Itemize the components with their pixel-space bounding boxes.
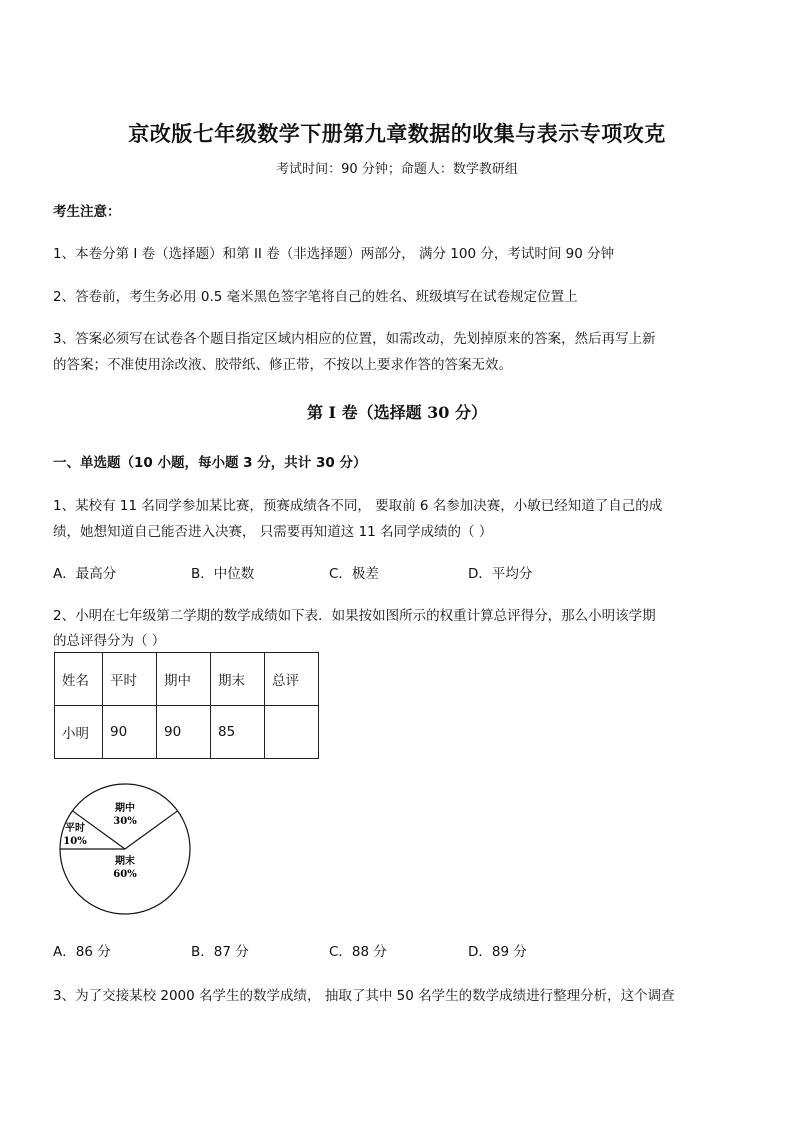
notice-heading: 考生注意： [53, 204, 121, 220]
question-1-text: 绩，她想知道自己能否进入决赛， 只需要再知道这 11 名同学成绩的（ ） [53, 524, 493, 540]
q1-option-d: D．平均分 [468, 566, 533, 582]
table-header-cell: 总评 [265, 653, 319, 706]
pie-label-midterm: 期中 [115, 803, 135, 814]
question-2-text: 2、小明在七年级第二学期的数学成绩如下表．如果按如图所示的权重计算总评得分，那么小明该学期 [53, 608, 656, 624]
exam-title: 京改版七年级数学下册第九章数据的收集与表示专项攻克 [128, 121, 666, 146]
table-header-row [55, 653, 319, 706]
table-cell: 90 [103, 706, 157, 759]
question-2-text: 的总评得分为（ ） [53, 633, 166, 649]
table-header-cell: 期末 [211, 653, 265, 706]
q1-option-a: A．最高分 [53, 566, 117, 582]
table-cell [265, 706, 319, 759]
q2-option-d: D．89 分 [468, 944, 527, 960]
q2-option-b: B．87 分 [191, 944, 249, 960]
table-header-cell: 期中 [157, 653, 211, 706]
q2-option-a: A．86 分 [53, 944, 111, 960]
pie-label-midterm-pct: 30% [113, 816, 137, 827]
part-heading: 一、单选题（10 小题，每小题 3 分，共计 30 分） [53, 455, 367, 471]
table-cell: 85 [211, 706, 265, 759]
weight-pie-chart [52, 776, 198, 922]
notice-item: 1、本卷分第 I 卷（选择题）和第 II 卷（非选择题）两部分， 满分 100 分，考试时间 90 分钟 [53, 246, 615, 262]
notice-item: 2、答卷前，考生务必用 0.5 毫米黑色签字笔将自己的姓名、班级填写在试卷规定位置上 [53, 289, 578, 305]
notice-item: 的答案；不准使用涂改液、胶带纸、修正带，不按以上要求作答的答案无效。 [53, 357, 512, 373]
score-table [54, 652, 319, 759]
pie-label-daily: 平时 [65, 823, 85, 834]
q1-option-c: C．极差 [329, 566, 379, 582]
table-cell: 90 [157, 706, 211, 759]
question-3-text: 3、为了交接某校 2000 名学生的数学成绩， 抽取了其中 50 名学生的数学成绩进行整理分析，这个调查 [53, 988, 675, 1004]
q1-option-b: B．中位数 [191, 566, 255, 582]
pie-label-final: 期末 [115, 856, 135, 867]
question-1-text: 1、某校有 11 名同学参加某比赛，预赛成绩各不同， 要取前 6 名参加决赛，小敏已经知道了自己的成 [53, 498, 663, 514]
pie-label-final-pct: 60% [113, 869, 137, 880]
table-header-cell: 姓名 [55, 653, 103, 706]
table-cell: 小明 [55, 706, 103, 759]
pie-label-daily-pct: 10% [63, 836, 87, 847]
notice-item: 3、答案必须写在试卷各个题目指定区域内相应的位置，如需改动，先划掉原来的答案，然后再写上新 [53, 331, 656, 347]
section-title: 第 I 卷（选择题 30 分） [306, 403, 488, 422]
table-row [55, 706, 319, 759]
exam-subtitle: 考试时间：90 分钟；命题人：数学教研组 [276, 162, 518, 177]
table-header-cell: 平时 [103, 653, 157, 706]
q2-option-c: C．88 分 [329, 944, 387, 960]
